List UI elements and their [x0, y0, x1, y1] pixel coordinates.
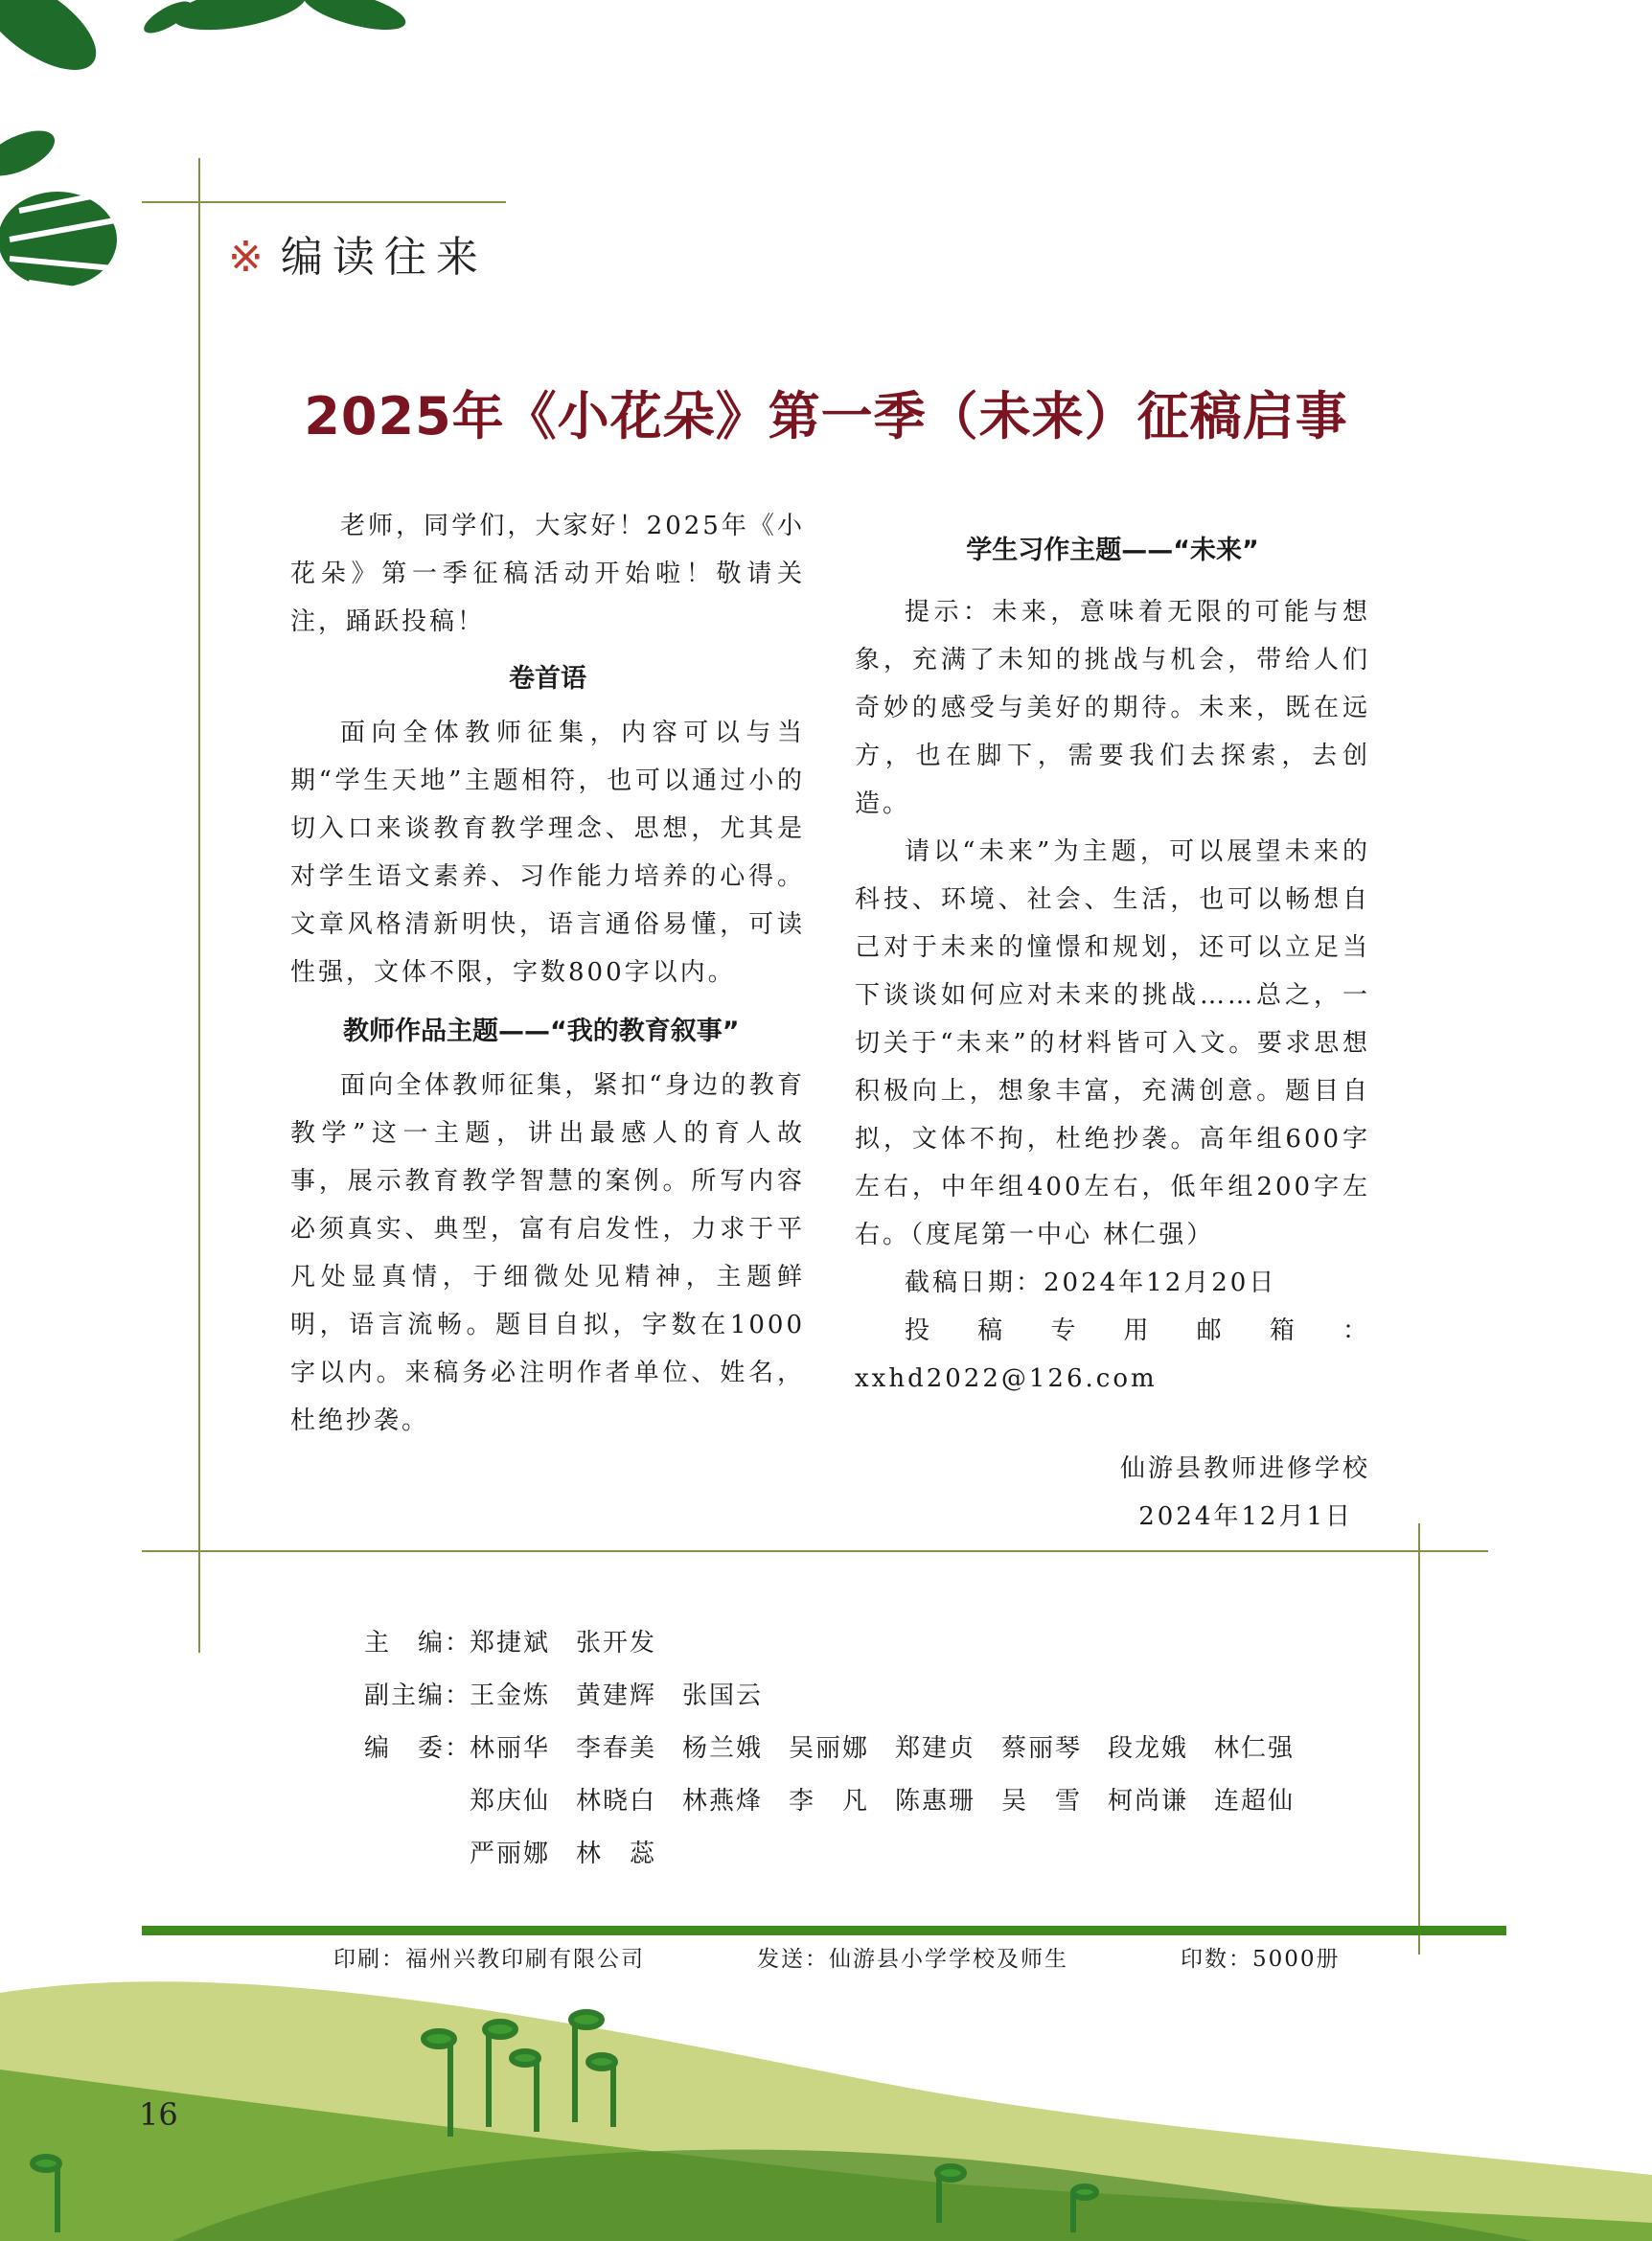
- board-row: [364, 1723, 1332, 1881]
- preface-heading: 卷首语: [509, 664, 586, 694]
- editor-name: 严丽娜: [470, 1840, 551, 1868]
- editor-name: 王金炼: [470, 1681, 551, 1710]
- reference-mark-icon: ※: [228, 233, 273, 282]
- editor-name: 李春美: [576, 1734, 657, 1763]
- footer-band: [142, 1926, 1506, 1935]
- editorial-credits: [364, 1617, 1332, 1881]
- editor-name: 林燕烽: [682, 1787, 764, 1816]
- chief-editor-row: [364, 1617, 1332, 1670]
- editor-name: 柯尚谦: [1108, 1787, 1189, 1816]
- chief-editor-label: 主 编：: [364, 1629, 472, 1658]
- editor-name: 林丽华: [470, 1734, 551, 1763]
- left-column: [290, 502, 805, 1445]
- student-tip-paragraph: 提示：未来，意味着无限的可能与想象，充满了未知的挑战与机会，带给人们奇妙的感受与美好的期待。未来，既在远方，也在脚下，需要我们去探索，去创造。: [855, 598, 1370, 818]
- editor-name: 林 蕊: [576, 1840, 657, 1868]
- editor-name: 吴 雪: [1001, 1787, 1083, 1816]
- student-theme-heading: 学生习作主题——“未来”: [966, 536, 1259, 565]
- article-title: 2025年《小花朵》第一季（未来）征稿启事: [304, 386, 1348, 446]
- intro-paragraph: 老师，同学们，大家好！2025年《小花朵》第一季征稿活动开始啦！敬请关注，踊跃投稿！: [290, 512, 805, 636]
- page-number: 16: [139, 2096, 178, 2133]
- deputy-editor-row: [364, 1670, 1332, 1723]
- editor-name: 蔡丽琴: [1001, 1734, 1083, 1763]
- issue-date: 2024年12月1日: [1138, 1502, 1353, 1531]
- print-count: 印数：5000册: [1181, 1947, 1341, 1972]
- editor-name: 郑庆仙: [470, 1787, 551, 1816]
- frame-right-rule: [1418, 1523, 1420, 1955]
- distribution-info: 发送：仙游县小学学校及师生: [757, 1947, 1068, 1972]
- editor-name: 张国云: [682, 1681, 764, 1710]
- editor-name: 陈惠珊: [895, 1787, 976, 1816]
- editor-name: 林晓白: [576, 1787, 657, 1816]
- board-label: 编 委：: [364, 1734, 472, 1763]
- preface-paragraph: 面向全体教师征集，内容可以与当期“学生天地”主题相符，也可以通过小的切入口来谈教育教学理念、思想，尤其是对学生语文素养、习作能力培养的心得。文章风格清新明快，语言通俗易懂，可读性强，文体不限，字数800字以内。: [290, 719, 805, 987]
- frame-top-rule: [142, 201, 506, 203]
- printer-info: 印刷：福州兴教印刷有限公司: [333, 1947, 645, 1972]
- section-header: [228, 222, 488, 284]
- editor-name: 张开发: [576, 1629, 657, 1658]
- editor-name: 段龙娥: [1108, 1734, 1189, 1763]
- organization: 仙游县教师进修学校: [1119, 1454, 1370, 1483]
- teacher-theme-paragraph: 面向全体教师征集，紧扣“身边的教育教学”这一主题，讲出最感人的育人故事，展示教育教学智慧的案例。所写内容必须真实、典型，富有启发性，力求于平凡处显真情，于细微处见精神，主题鲜明，语言流畅。题目自拟，字数在1000字以内。来稿务必注明作者单位、姓名，杜绝抄袭。: [290, 1071, 805, 1435]
- editor-name: 林仁强: [1214, 1734, 1296, 1763]
- grass-decoration-bottom: [0, 1955, 1652, 2241]
- frame-middle-rule: [142, 1550, 1488, 1552]
- editor-name: 杨兰娥: [682, 1734, 764, 1763]
- deputy-editor-label: 副主编：: [364, 1681, 472, 1710]
- deadline: 截稿日期：2024年12月20日: [905, 1269, 1277, 1297]
- section-title: 编读往来: [280, 233, 488, 282]
- teacher-theme-heading: 教师作品主题——“我的教育叙事”: [343, 1017, 740, 1046]
- submission-email: 投稿专用邮箱：xxhd2022@126.com: [855, 1316, 1370, 1393]
- editor-name: 郑建贞: [895, 1734, 976, 1763]
- editor-name: 郑捷斌: [470, 1629, 551, 1658]
- editor-name: 黄建辉: [576, 1681, 657, 1710]
- editor-name: 吴丽娜: [789, 1734, 870, 1763]
- editor-name: 李 凡: [789, 1787, 870, 1816]
- student-theme-paragraph: 请以“未来”为主题，可以展望未来的科技、环境、社会、生活，也可以畅想自己对于未来的憧憬和规划，还可以立足当下谈谈如何应对未来的挑战……总之，一切关于“未来”的材料皆可入文。要求思想积极向上，想象丰富，充满创意。题目自拟，文体不拘，杜绝抄袭。高年组600字左右，中年组400左右，低年组200字左右。（度尾第一中心 林仁强）: [855, 837, 1370, 1249]
- right-column: [855, 527, 1370, 1541]
- editor-name: 连超仙: [1214, 1787, 1296, 1816]
